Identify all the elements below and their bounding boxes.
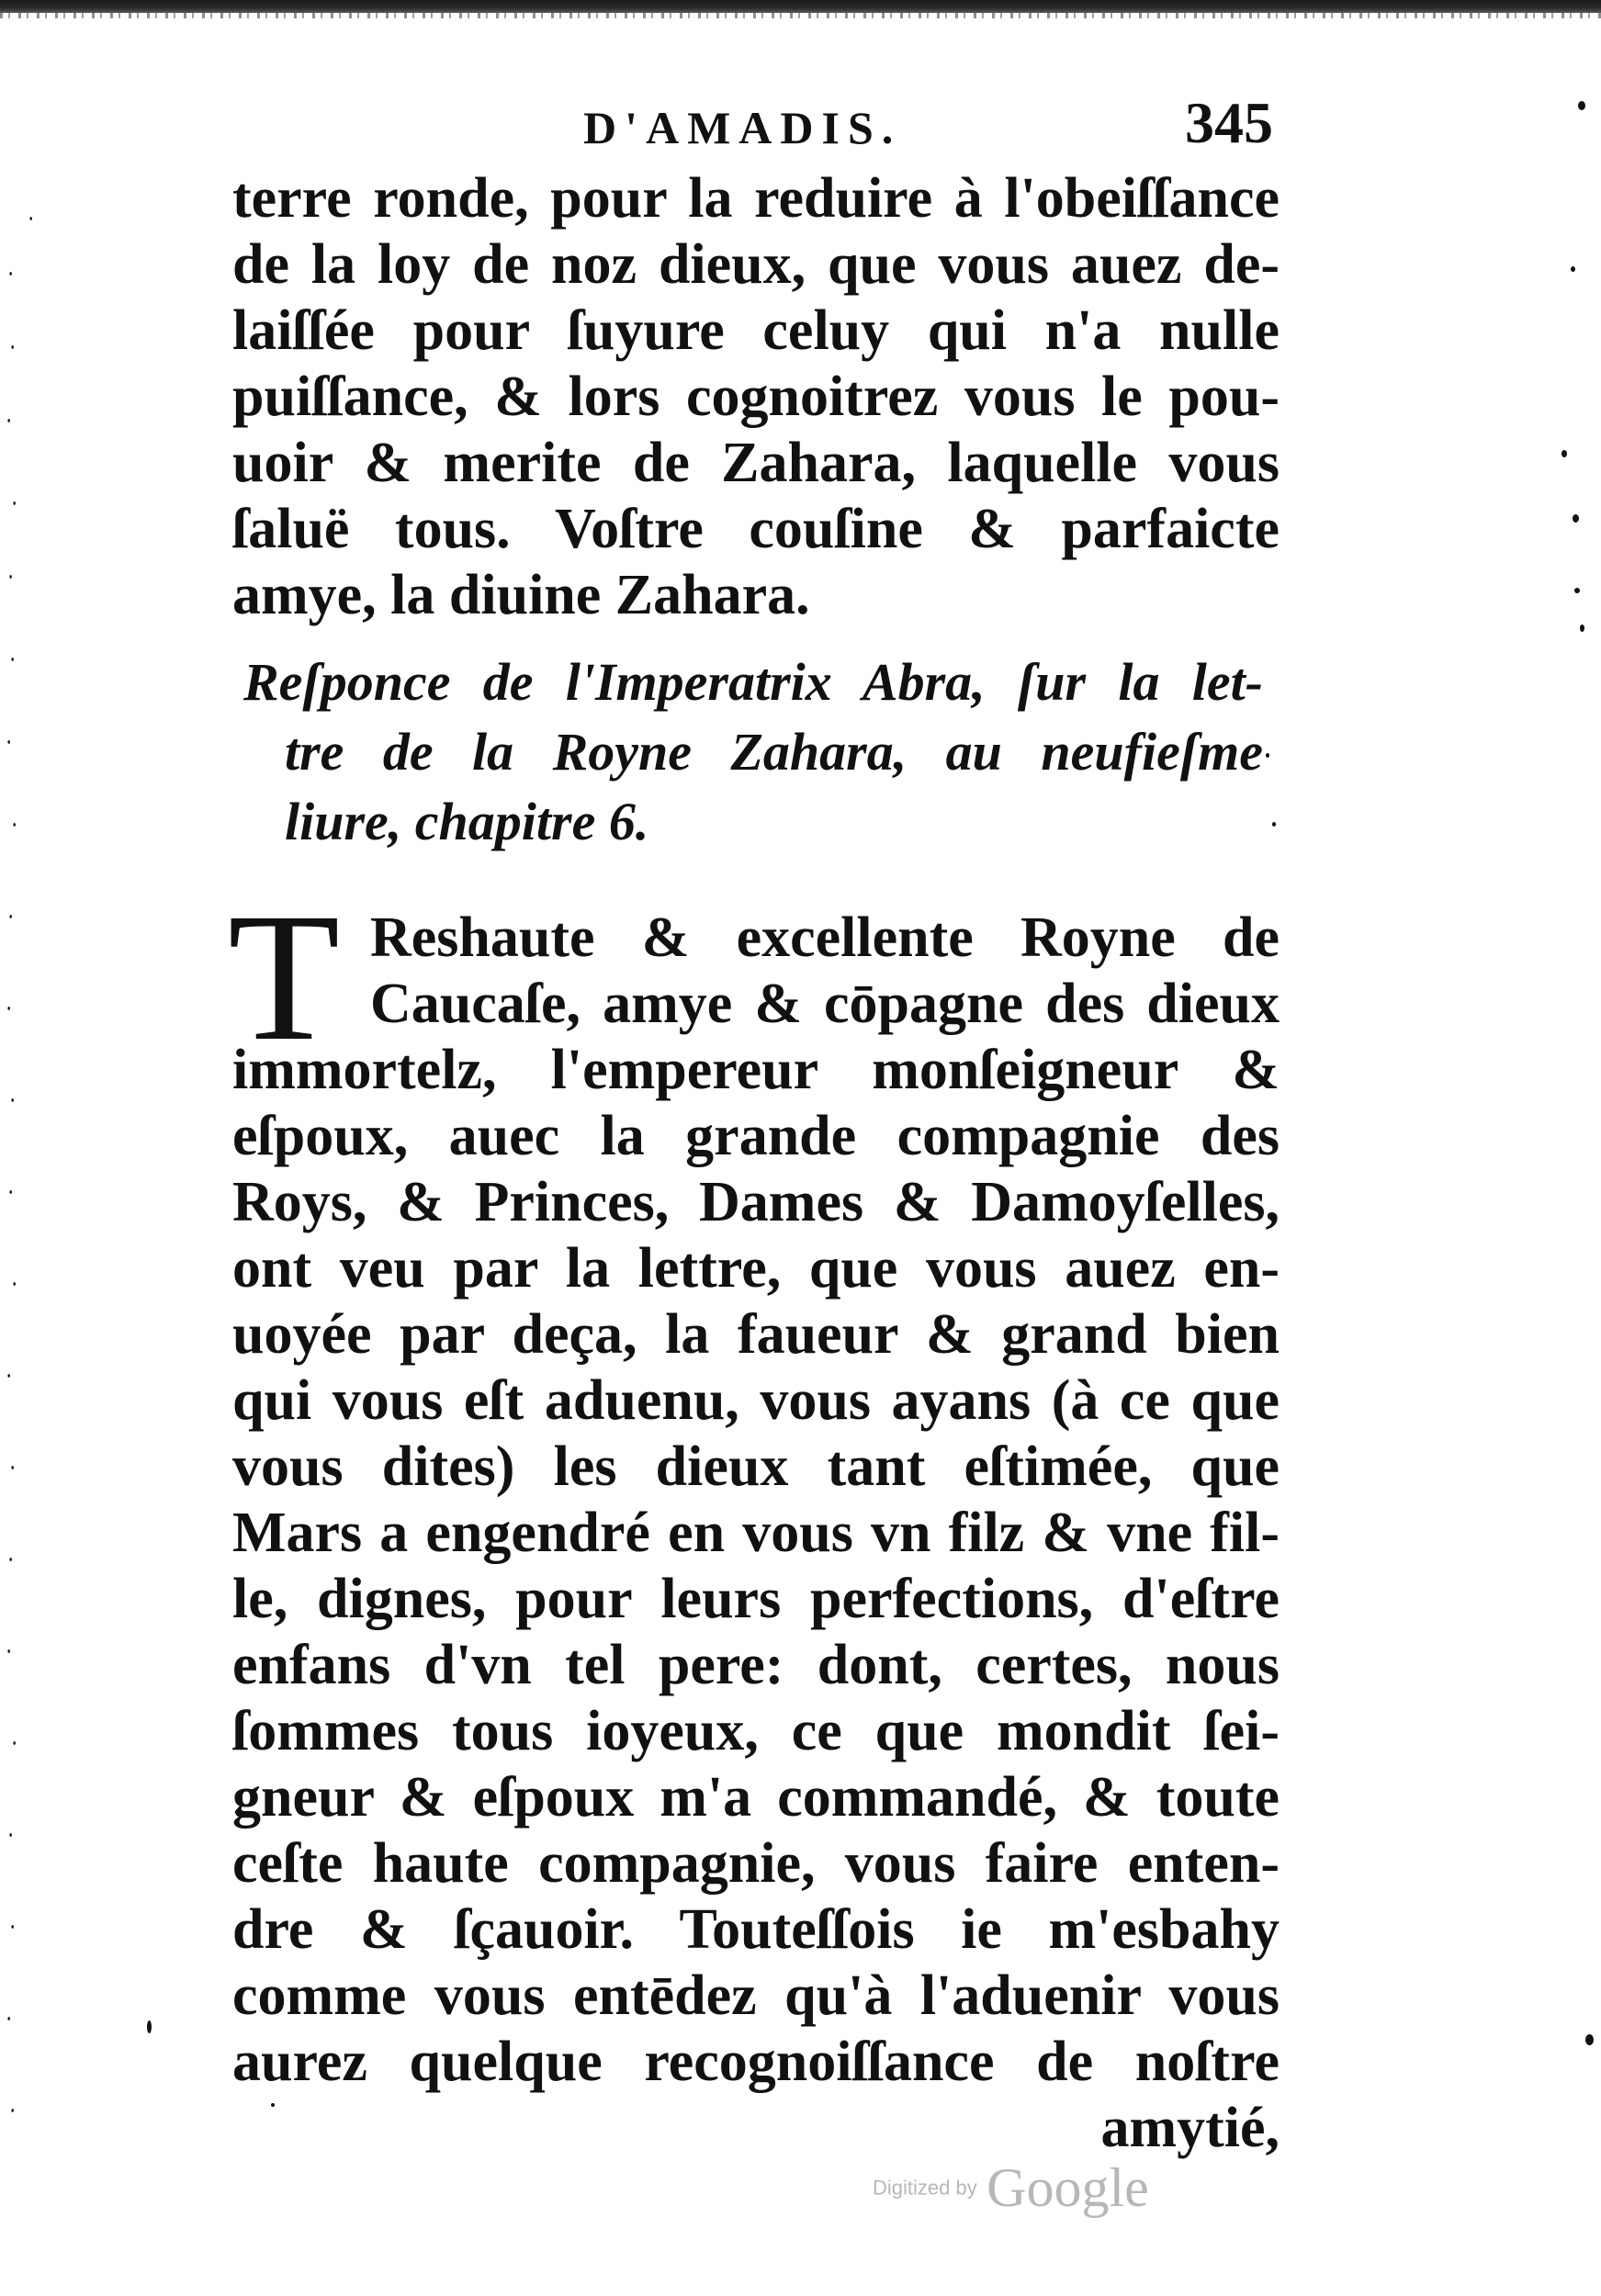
- heading-line: liure, chapitre 6.: [285, 792, 649, 851]
- text-line: Reshaute & excellente Royne de: [370, 906, 1280, 969]
- page-header: [574, 84, 1300, 167]
- text-line: de la loy de noz dieux, que vous auez de-: [232, 233, 1280, 296]
- watermark-prefix: Digitized by: [873, 2176, 977, 2200]
- facing-page-bleed: · · · · · · · · · · · · · · · · · · · · · · ·: [6, 202, 34, 2128]
- text-line: aurez quelque recognoiſſance de noſtre: [232, 2031, 1280, 2093]
- text-line: enfans d'vn tel pere: dont, certes, nous: [232, 1634, 1280, 1696]
- text-line: Caucaſe, amye & cōpagne des dieux: [370, 973, 1280, 1035]
- text-line: qui vous eſt aduenu, vous ayans (à ce que: [232, 1369, 1280, 1432]
- scan-speck: [1266, 753, 1269, 758]
- digitized-watermark: [873, 2156, 1149, 2220]
- text-line: gneur & eſpoux m'a commandé, & toute: [232, 1766, 1280, 1829]
- text-line: ſaluë tous. Voſtre couſine & parfaicte: [232, 498, 1280, 560]
- scan-top-edge: [0, 0, 1601, 13]
- text-line: dre & ſçauoir. Touteſſois ie m'esbahy: [232, 1898, 1280, 1961]
- scan-speck: [1578, 101, 1585, 110]
- text-line: Roys, & Princes, Dames & Damoyſelles,: [232, 1171, 1280, 1233]
- text-line: uoir & merite de Zahara, laquelle vous: [232, 432, 1280, 494]
- page-number: 345: [1185, 90, 1273, 155]
- text-line: immortelz, l'empereur monſeigneur &: [232, 1039, 1280, 1101]
- text-line: terre ronde, pour la reduire à l'obeiſſance: [232, 167, 1280, 230]
- scan-speck: [1272, 822, 1276, 827]
- response-letter: [232, 905, 1280, 2161]
- text-line: Mars a engendré en vous vn filz & vne fil-: [232, 1502, 1280, 1564]
- catchword: amytié,: [1100, 2097, 1280, 2159]
- text-line: uoyée par deça, la faueur & grand bien: [232, 1303, 1280, 1366]
- text-line: ſommes tous ioyeux, ce que mondit ſei-: [232, 1700, 1280, 1762]
- running-head: D'AMADIS.: [583, 102, 902, 153]
- heading-line: Reſponce de l'Imperatrix Abra, ſur la let-: [243, 652, 1263, 712]
- section-heading: [243, 647, 1263, 857]
- text-line: vous dites) les dieux tant eſtimée, que: [232, 1435, 1280, 1498]
- text-line: ceſte haute compagnie, vous faire enten-: [232, 1832, 1280, 1895]
- scan-speck: [1585, 2034, 1594, 2045]
- text-line: puiſſance, & lors cognoitrez vous le pou-: [232, 366, 1280, 428]
- text-line: le, dignes, pour leurs perfections, d'eſtre: [232, 1568, 1280, 1630]
- heading-line: tre de la Royne Zahara, au neufieſme: [285, 722, 1263, 782]
- scan-speck: [1573, 514, 1579, 523]
- letter-ending: [232, 165, 1280, 628]
- text-line: eſpoux, auec la grande compagnie des: [232, 1105, 1280, 1167]
- drop-cap: T: [228, 876, 341, 1079]
- scan-speck: [1562, 450, 1567, 457]
- scan-speck: [147, 2020, 152, 2033]
- scan-speck: [1571, 266, 1575, 272]
- text-line: amye, la diuine Zahara.: [232, 564, 810, 626]
- google-logo: Google: [987, 2157, 1149, 2218]
- text-line: laiſſée pour ſuyure celuy qui n'a nulle: [232, 299, 1280, 362]
- scan-speck: [1580, 625, 1584, 632]
- scan-top-noise: [0, 13, 1601, 18]
- text-line: comme vous entēdez qu'à l'aduenir vous: [232, 1964, 1280, 2027]
- scan-speck: [1574, 588, 1580, 593]
- text-line: ont veu par la lettre, que vous auez en-: [232, 1237, 1280, 1300]
